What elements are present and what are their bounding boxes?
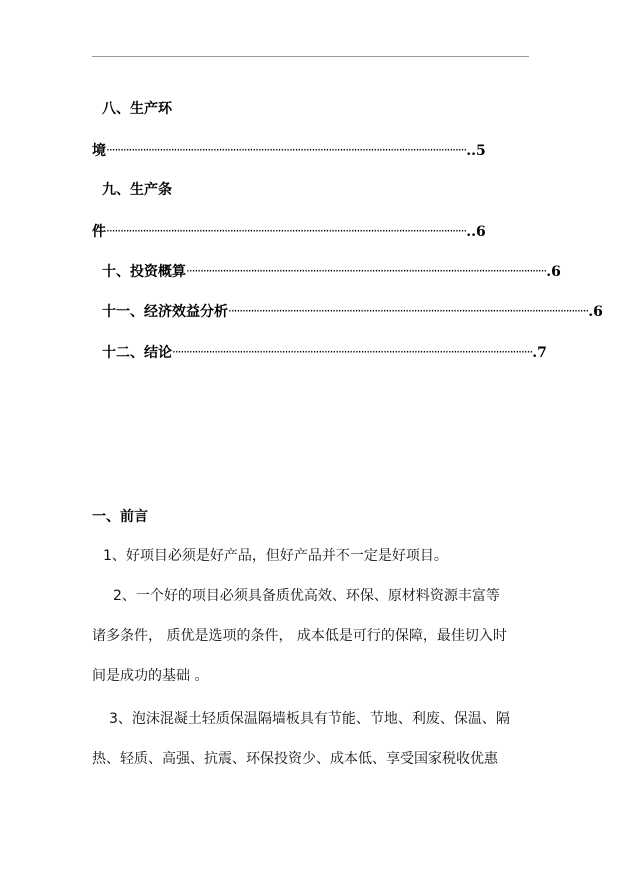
- paragraph-2-line-1: 2、一个好的项目必须具备质优高效、环保、原材料资源丰富等: [113, 588, 500, 604]
- toc-leader-dots: ································································································································: [106, 143, 467, 157]
- toc-item-11-row[interactable]: [102, 303, 603, 321]
- toc-leader-dots: ································································································································: [186, 264, 547, 278]
- paragraph-2-line-2: 诸多条件， 质优是选项的条件， 成本低是可行的保障，最佳切入时: [92, 628, 507, 644]
- toc-item-10-page: .6: [546, 264, 561, 280]
- toc-item-8-page: ..5: [466, 143, 486, 159]
- toc-item-8-title: 八、生产环: [102, 101, 172, 117]
- toc-item-8-row[interactable]: [92, 142, 486, 160]
- toc-item-11-title: 十一、经济效益分析: [102, 304, 228, 320]
- section-heading-preface: 一、前言: [92, 509, 148, 525]
- paragraph-3-line-1: 3、泡沫混凝土轻质保温隔墙板具有节能、节地、利废、保温、隔: [109, 711, 510, 727]
- toc-item-10-title: 十、投资概算: [102, 264, 186, 280]
- toc-item-9-title: 九、生产条: [102, 182, 172, 198]
- header-rule: [92, 56, 529, 57]
- paragraph-1: 1、好项目必须是好产品，但好产品并不一定是好项目。: [103, 548, 448, 564]
- toc-leader-dots: ································································································································: [228, 304, 589, 318]
- toc-leader-dots: ································································································································: [106, 224, 467, 238]
- toc-item-8-cont: 境: [92, 143, 106, 159]
- toc-item-12-title: 十二、结论: [102, 345, 172, 361]
- toc-item-11-page: .6: [588, 304, 603, 320]
- paragraph-2-line-3: 间是成功的基础 。: [92, 668, 209, 684]
- toc-item-9-page: ..6: [466, 224, 486, 240]
- toc-item-9-cont: 件: [92, 224, 106, 240]
- toc-item-12-page: .7: [532, 345, 547, 361]
- toc-leader-dots: ································································································································: [172, 345, 533, 359]
- toc-item-10-row[interactable]: [102, 263, 561, 281]
- toc-item-9-row[interactable]: [92, 223, 486, 241]
- paragraph-3-line-2: 热、轻质、高强、抗震、环保投资少、成本低、享受国家税收优惠: [92, 751, 498, 767]
- toc-item-12-row[interactable]: [102, 344, 547, 362]
